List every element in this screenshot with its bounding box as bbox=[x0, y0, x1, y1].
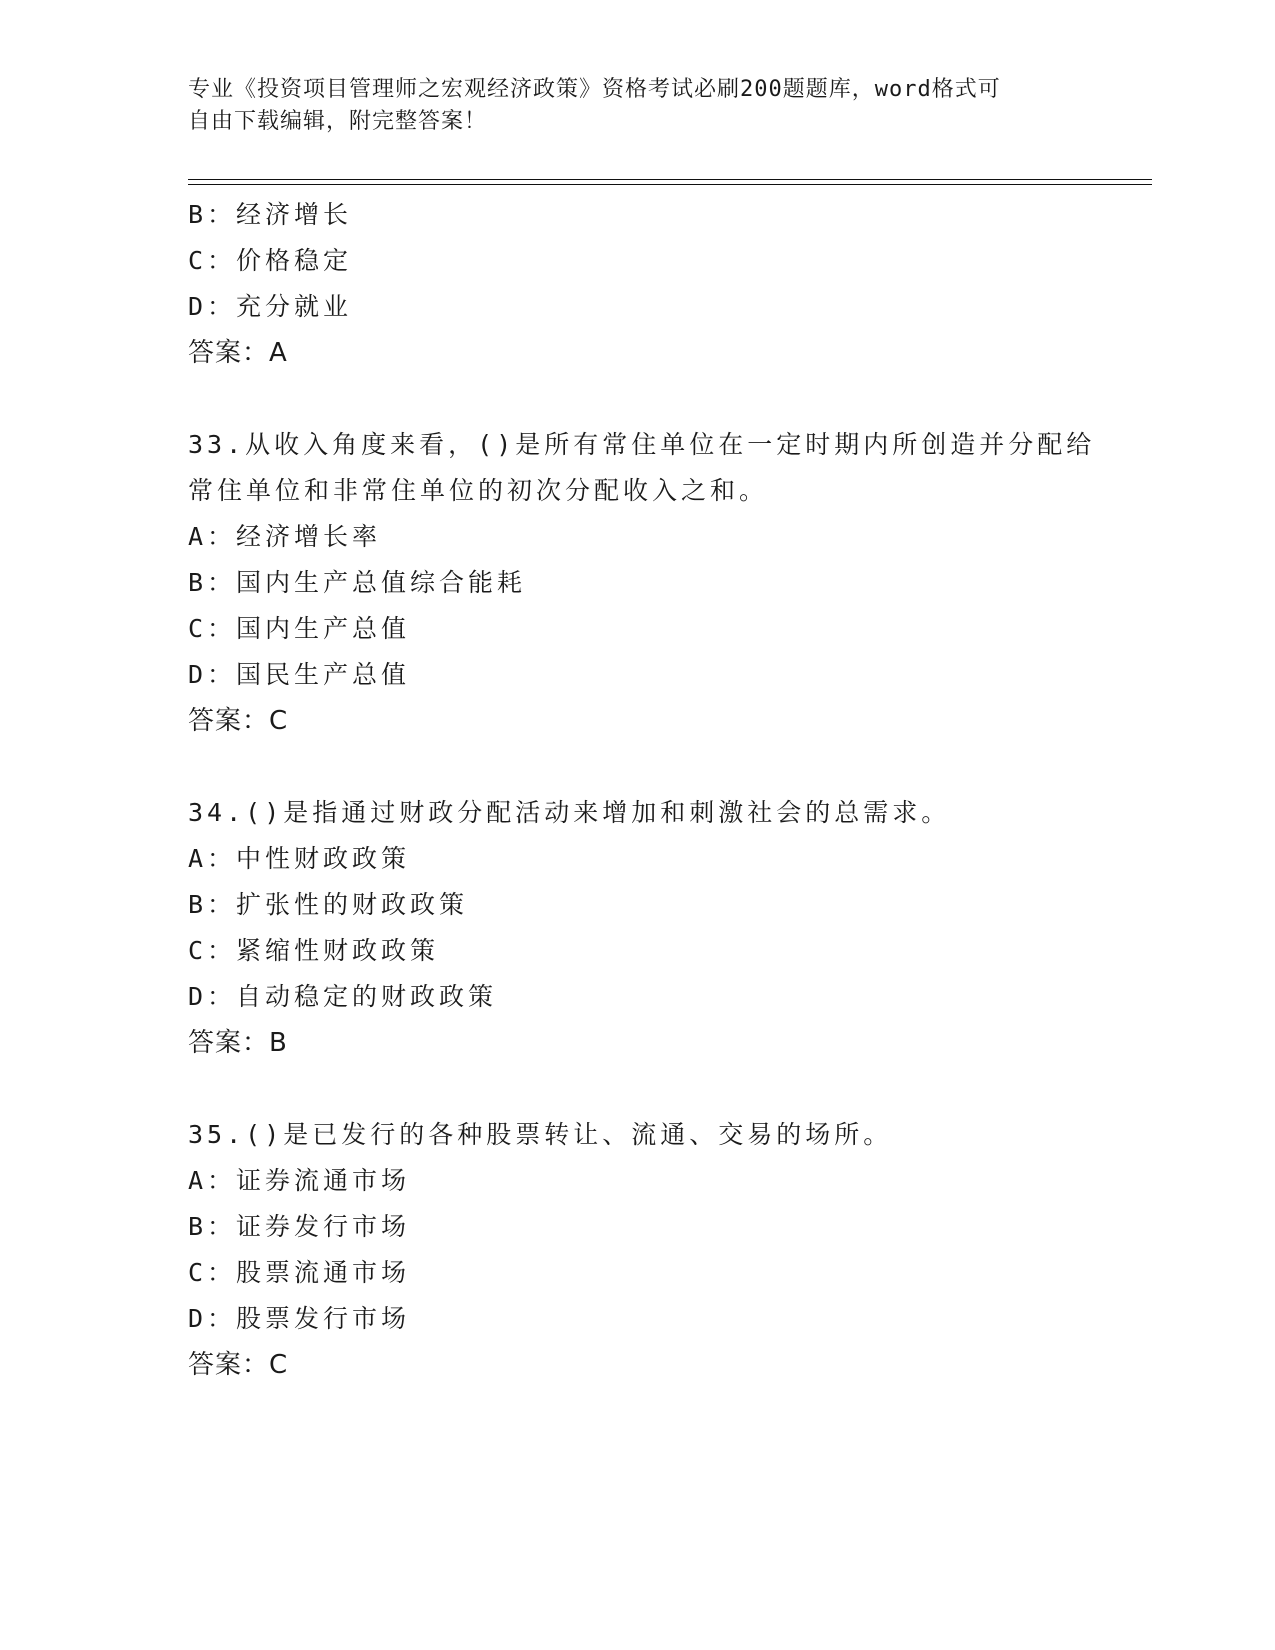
answer-line: 答案：C bbox=[188, 706, 289, 736]
question-stem-line: 常住单位和非常住单位的初次分配收入之和。 bbox=[188, 476, 769, 505]
question-stem-line: 35.()是已发行的各种股票转让、流通、交易的场所。 bbox=[188, 1120, 893, 1149]
option-b: B：扩张性的财政政策 bbox=[188, 890, 469, 919]
header-line-1: 专业《投资项目管理师之宏观经济政策》资格考试必刷200题题库，word格式可 bbox=[188, 77, 1001, 102]
question-stem-line: 34.()是指通过财政分配活动来增加和刺激社会的总需求。 bbox=[188, 798, 951, 827]
question-34 bbox=[188, 790, 1128, 1066]
option-a: A：证券流通市场 bbox=[188, 1166, 411, 1195]
question-stem-line: 33.从收入角度来看，()是所有常住单位在一定时期内所创造并分配给 bbox=[188, 430, 1096, 459]
question-35 bbox=[188, 1112, 1128, 1388]
option-c: C：价格稳定 bbox=[188, 246, 353, 275]
option-b: B：证券发行市场 bbox=[188, 1212, 411, 1241]
option-a: A：经济增长率 bbox=[188, 522, 382, 551]
answer-line: 答案：A bbox=[188, 338, 288, 368]
option-c: C：股票流通市场 bbox=[188, 1258, 411, 1287]
spacer bbox=[188, 1066, 1128, 1112]
question-32-continuation bbox=[188, 192, 1128, 376]
option-c: C：国内生产总值 bbox=[188, 614, 411, 643]
document-header bbox=[188, 74, 1088, 138]
spacer bbox=[188, 376, 1128, 422]
option-c: C：紧缩性财政政策 bbox=[188, 936, 440, 965]
question-list bbox=[188, 192, 1128, 1388]
answer-line: 答案：B bbox=[188, 1028, 288, 1058]
option-d: D：自动稳定的财政政策 bbox=[188, 982, 498, 1011]
question-33 bbox=[188, 422, 1128, 744]
option-b: B：经济增长 bbox=[188, 200, 353, 229]
header-line-2: 自由下载编辑，附完整答案！ bbox=[188, 109, 488, 134]
option-d: D：国民生产总值 bbox=[188, 660, 411, 689]
option-a: A：中性财政政策 bbox=[188, 844, 411, 873]
option-b: B：国内生产总值综合能耗 bbox=[188, 568, 527, 597]
header-rule-bottom bbox=[188, 184, 1152, 185]
option-d: D：充分就业 bbox=[188, 292, 353, 321]
header-rule-top bbox=[188, 179, 1152, 180]
option-d: D：股票发行市场 bbox=[188, 1304, 411, 1333]
spacer bbox=[188, 744, 1128, 790]
answer-line: 答案：C bbox=[188, 1350, 289, 1380]
